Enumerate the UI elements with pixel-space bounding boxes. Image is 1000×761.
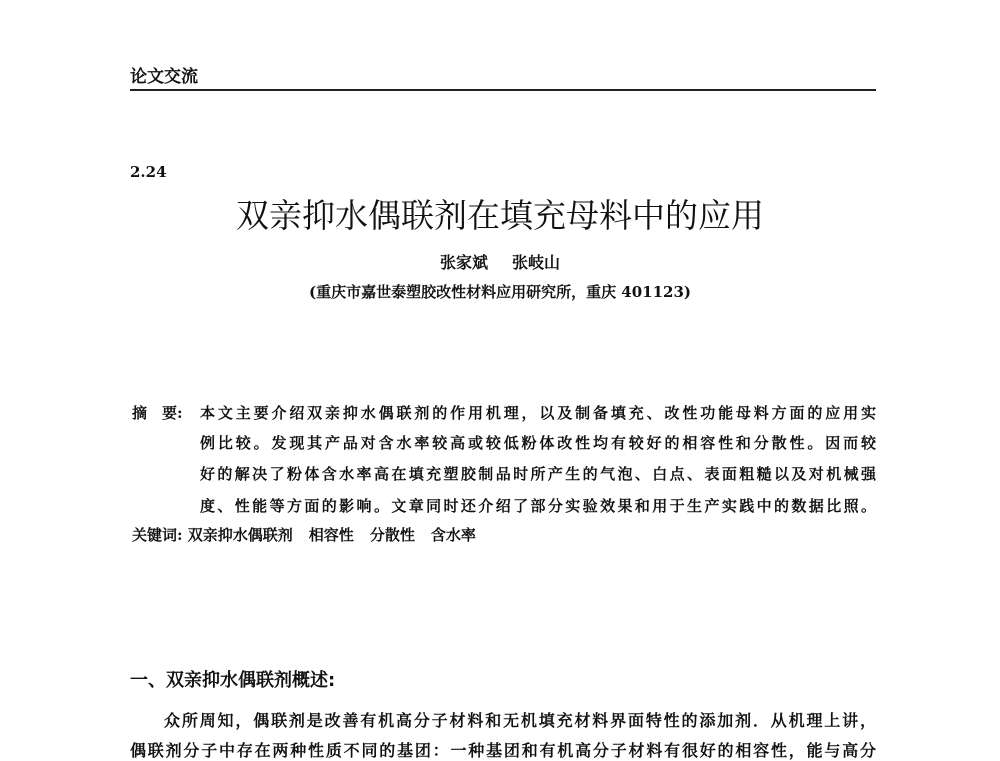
author: 张家斌 [439,253,488,272]
keywords [132,524,476,545]
affiliation: (重庆市嘉世泰塑胶改性材料应用研究所，重庆 401123) [308,283,692,301]
abstract-label: 摘 要: [132,404,183,422]
body-line: 众所周知，偶联剂是改善有机高分子材料和无机填充材料界面特性的添加剂．从机理上讲， [164,711,876,730]
keyword: 含水率 [430,526,476,544]
keyword: 相容性 [308,526,354,544]
abstract-line: 度、性能等方面的影响。文章同时还介绍了部分实验效果和用于生产实践中的数据比照。 [200,497,876,515]
keyword: 双亲抑水偶联剂 [187,526,293,544]
paper-title: 双亲抑水偶联剂在填充母料中的应用 [236,196,764,235]
keyword: 分散性 [369,526,415,544]
keywords-label: 关键词: [132,526,183,544]
author: 张岐山 [512,253,561,272]
paper-number: 2.24 [130,163,167,181]
section-heading: 一、双亲抑水偶联剂概述: [130,670,336,691]
running-header: 论文交流 [130,67,198,87]
body-line: 偶联剂分子中存在两种性质不同的基团：一种基团和有机高分子材料有很好的相容性，能与高分 [130,741,876,760]
abstract-line: 好的解决了粉体含水率高在填充塑胶制品时所产生的气泡、白点、表面粗糙以及对机械强 [200,465,876,483]
abstract-line: 例比较。发现其产品对含水率较高或较低粉体改性均有较好的相容性和分散性。因而较 [200,434,876,452]
abstract-line: 本文主要介绍双亲抑水偶联剂的作用机理，以及制备填充、改性功能母料方面的应用实 [200,404,876,422]
authors [0,250,1000,273]
header-rule [130,89,876,91]
